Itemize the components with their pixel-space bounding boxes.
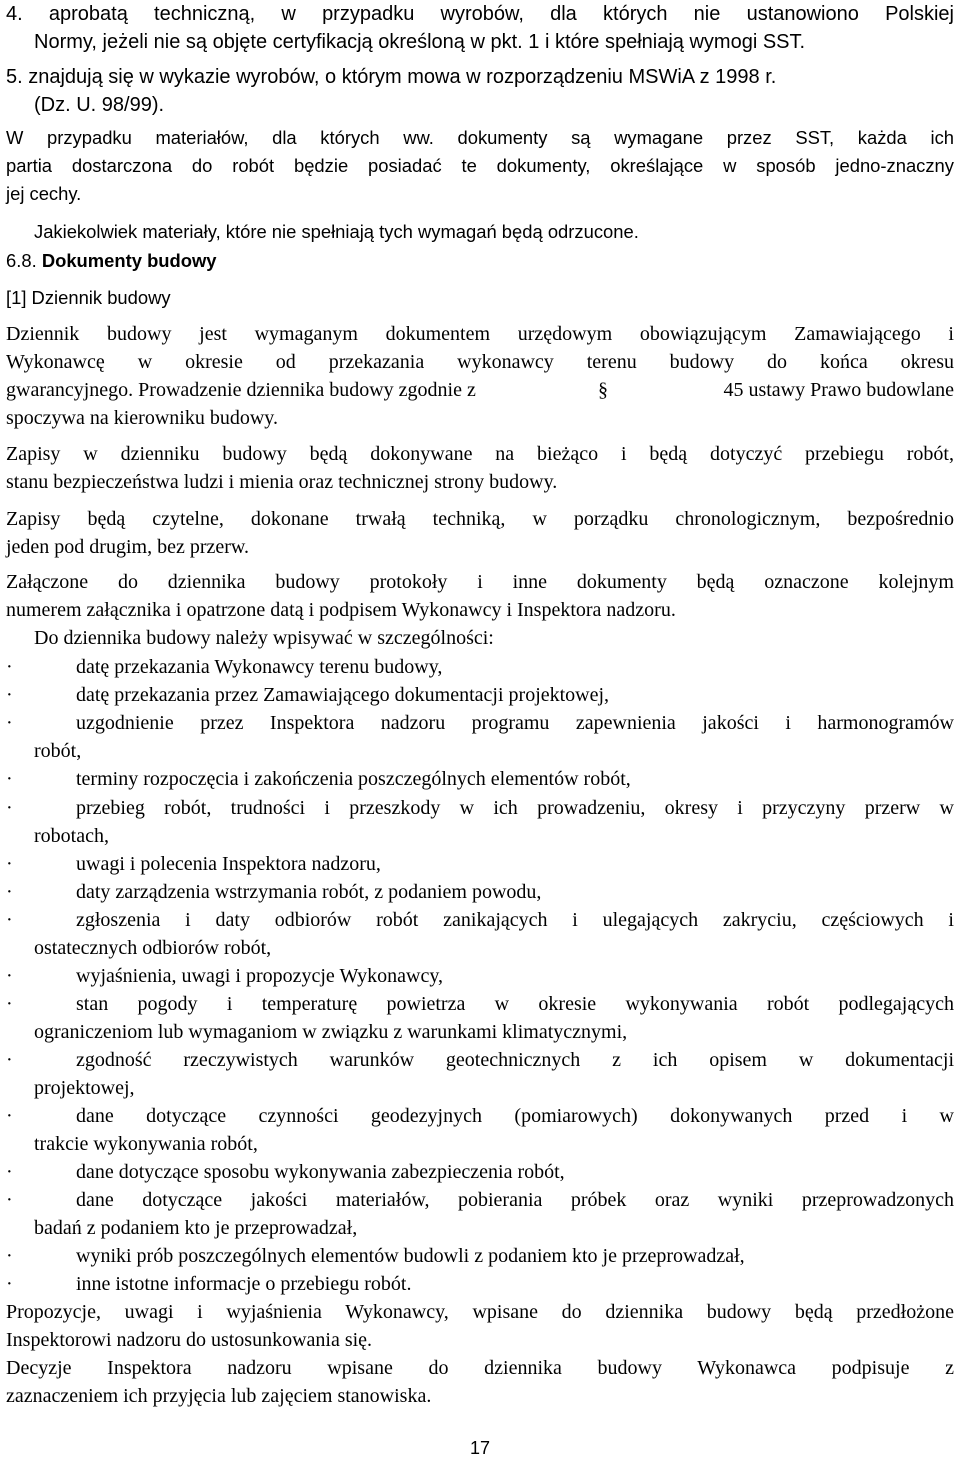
section-title: Dokumenty budowy [41,250,217,271]
paragraph-line: Załączone do dziennika budowy protokoły i inne dokumenty będą oznaczone kolejnym [6,571,954,593]
paragraph-line: Zapisy w dzienniku budowy będą dokonywane na bieżąco i będą dotyczyć przebiegu robót, [6,443,954,465]
paragraph-sign: § [598,379,608,401]
bullet-icon: · [6,1049,13,1071]
list-item-5-continuation: (Dz. U. 98/99). [34,94,165,116]
list-item: dane dotyczące czynności geodezyjnych (pomiarowych) dokonywanych przed i w [76,1105,954,1127]
list-item: daty zarządzenia wstrzymania robót, z podaniem powodu, [76,881,542,903]
list-item-continuation: ograniczeniom lub wymaganiom w związku z warunkami klimatycznymi, [34,1021,628,1043]
paragraph-line: spoczywa na kierowniku budowy. [6,407,278,429]
list-item-continuation: projektowej, [34,1077,135,1099]
list-item: wyjaśnienia, uwagi i propozycje Wykonawcy, [76,965,444,987]
bullet-icon: · [6,712,13,734]
paragraph-line: Decyzje Inspektora nadzoru wpisane do dziennika budowy Wykonawca podpisuje z [6,1357,954,1379]
paragraph-line [6,379,954,402]
list-item-continuation: trakcie wykonywania robót, [34,1133,258,1155]
paragraph-line: W przypadku materiałów, dla których ww. dokumenty są wymagane przez SST, każda ich [6,127,954,148]
bullet-icon: · [6,853,13,875]
list-item: wyniki prób poszczególnych elementów budowli z podaniem kto je przeprowadzał, [76,1245,745,1267]
paragraph-line: numerem załącznika i opatrzone datą i podpisem Wykonawcy i Inspektora nadzoru. [6,599,676,621]
list-item: stan pogody i temperaturę powietrza w okresie wykonywania robót podlegających [76,993,954,1015]
paragraph-line: Propozycje, uwagi i wyjaśnienia Wykonawcy, wpisane do dziennika budowy będą przedłożone [6,1301,954,1323]
list-item: terminy rozpoczęcia i zakończenia poszczególnych elementów robót, [76,768,631,790]
list-item: zgodność rzeczywistych warunków geotechnicznych z ich opisem w dokumentacji [76,1049,954,1071]
list-item: datę przekazania Wykonawcy terenu budowy, [76,656,443,678]
section-number: 6.8. [6,250,37,271]
list-item-continuation: robotach, [34,825,109,847]
bullet-icon: · [6,768,13,790]
bullet-icon: · [6,965,13,987]
bullet-icon: · [6,909,13,931]
list-item: dane dotyczące jakości materiałów, pobierania próbek oraz wyniki przeprowadzonych [76,1189,954,1211]
list-item: zgłoszenia i daty odbiorów robót zanikających i ulegających zakryciu, częściowych i [76,909,954,931]
bullet-icon: · [6,1161,13,1183]
list-item-5-line: 5. znajdują się w wykazie wyrobów, o którym mowa w rozporządzeniu MSWiA z 1998 r. [6,66,777,88]
list-item-continuation: robót, [34,740,82,762]
list-item: inne istotne informacje o przebiegu robót. [76,1273,412,1295]
bullet-icon: · [6,1105,13,1127]
list-item: datę przekazania przez Zamawiającego dokumentacji projektowej, [76,684,610,706]
bullet-icon: · [6,1273,13,1295]
paragraph-line: stanu bezpieczeństwa ludzi i mienia oraz technicznej strony budowy. [6,471,558,493]
paragraph-line: Wykonawcę w okresie od przekazania wykonawcy terenu budowy do końca okresu [6,351,954,373]
paragraph-line: Jakiekolwiek materiały, które nie spełniają tych wymagań będą odrzucone. [34,221,639,242]
list-item: uzgodnienie przez Inspektora nadzoru programu zapewnienia jakości i harmonogramów [76,712,954,734]
text-fragment: gwarancyjnego. Prowadzenie dziennika budowy zgodnie z [6,379,476,401]
list-item: uwagi i polecenia Inspektora nadzoru, [76,853,381,875]
subheading: [1] Dziennik budowy [6,287,171,308]
list-item-4-line: 4. aprobatą techniczną, w przypadku wyrobów, dla których nie ustanowiono Polskiej [6,3,954,25]
bullet-icon: · [6,1245,13,1267]
paragraph-line: partia dostarczona do robót będzie posiadać te dokumenty, określające w sposób jedno-znaczny [6,155,954,176]
section-heading [6,250,954,272]
bullet-icon: · [6,1189,13,1211]
bullet-icon: · [6,656,13,678]
paragraph-line: jej cechy. [6,183,82,204]
list-item: przebieg robót, trudności i przeszkody w ich prowadzeniu, okresy i przyczyny przerw w [76,797,954,819]
bullet-icon: · [6,797,13,819]
list-item-continuation: ostatecznych odbiorów robót, [34,937,272,959]
text-fragment: 45 ustawy Prawo budowlane [723,379,954,401]
list-intro: Do dziennika budowy należy wpisywać w szczególności: [34,627,494,649]
bullet-icon: · [6,993,13,1015]
paragraph-line: Inspektorowi nadzoru do ustosunkowania się. [6,1329,373,1351]
paragraph-line: Dziennik budowy jest wymaganym dokumentem urzędowym obowiązującym Zamawiającego i [6,323,954,345]
paragraph-line: Zapisy będą czytelne, dokonane trwałą techniką, w porządku chronologicznym, bezpośrednio [6,508,954,530]
paragraph-line: jeden pod drugim, bez przerw. [6,536,250,558]
list-item-4-continuation: Normy, jeżeli nie są objęte certyfikacją określoną w pkt. 1 i które spełniają wymogi SST. [34,31,806,53]
bullet-icon: · [6,684,13,706]
paragraph-line: zaznaczeniem ich przyjęcia lub zajęciem stanowiska. [6,1385,432,1407]
page-number: 17 [469,1438,491,1458]
list-item: dane dotyczące sposobu wykonywania zabezpieczenia robót, [76,1161,565,1183]
bullet-icon: · [6,881,13,903]
list-item-continuation: badań z podaniem kto je przeprowadzał, [34,1217,358,1239]
